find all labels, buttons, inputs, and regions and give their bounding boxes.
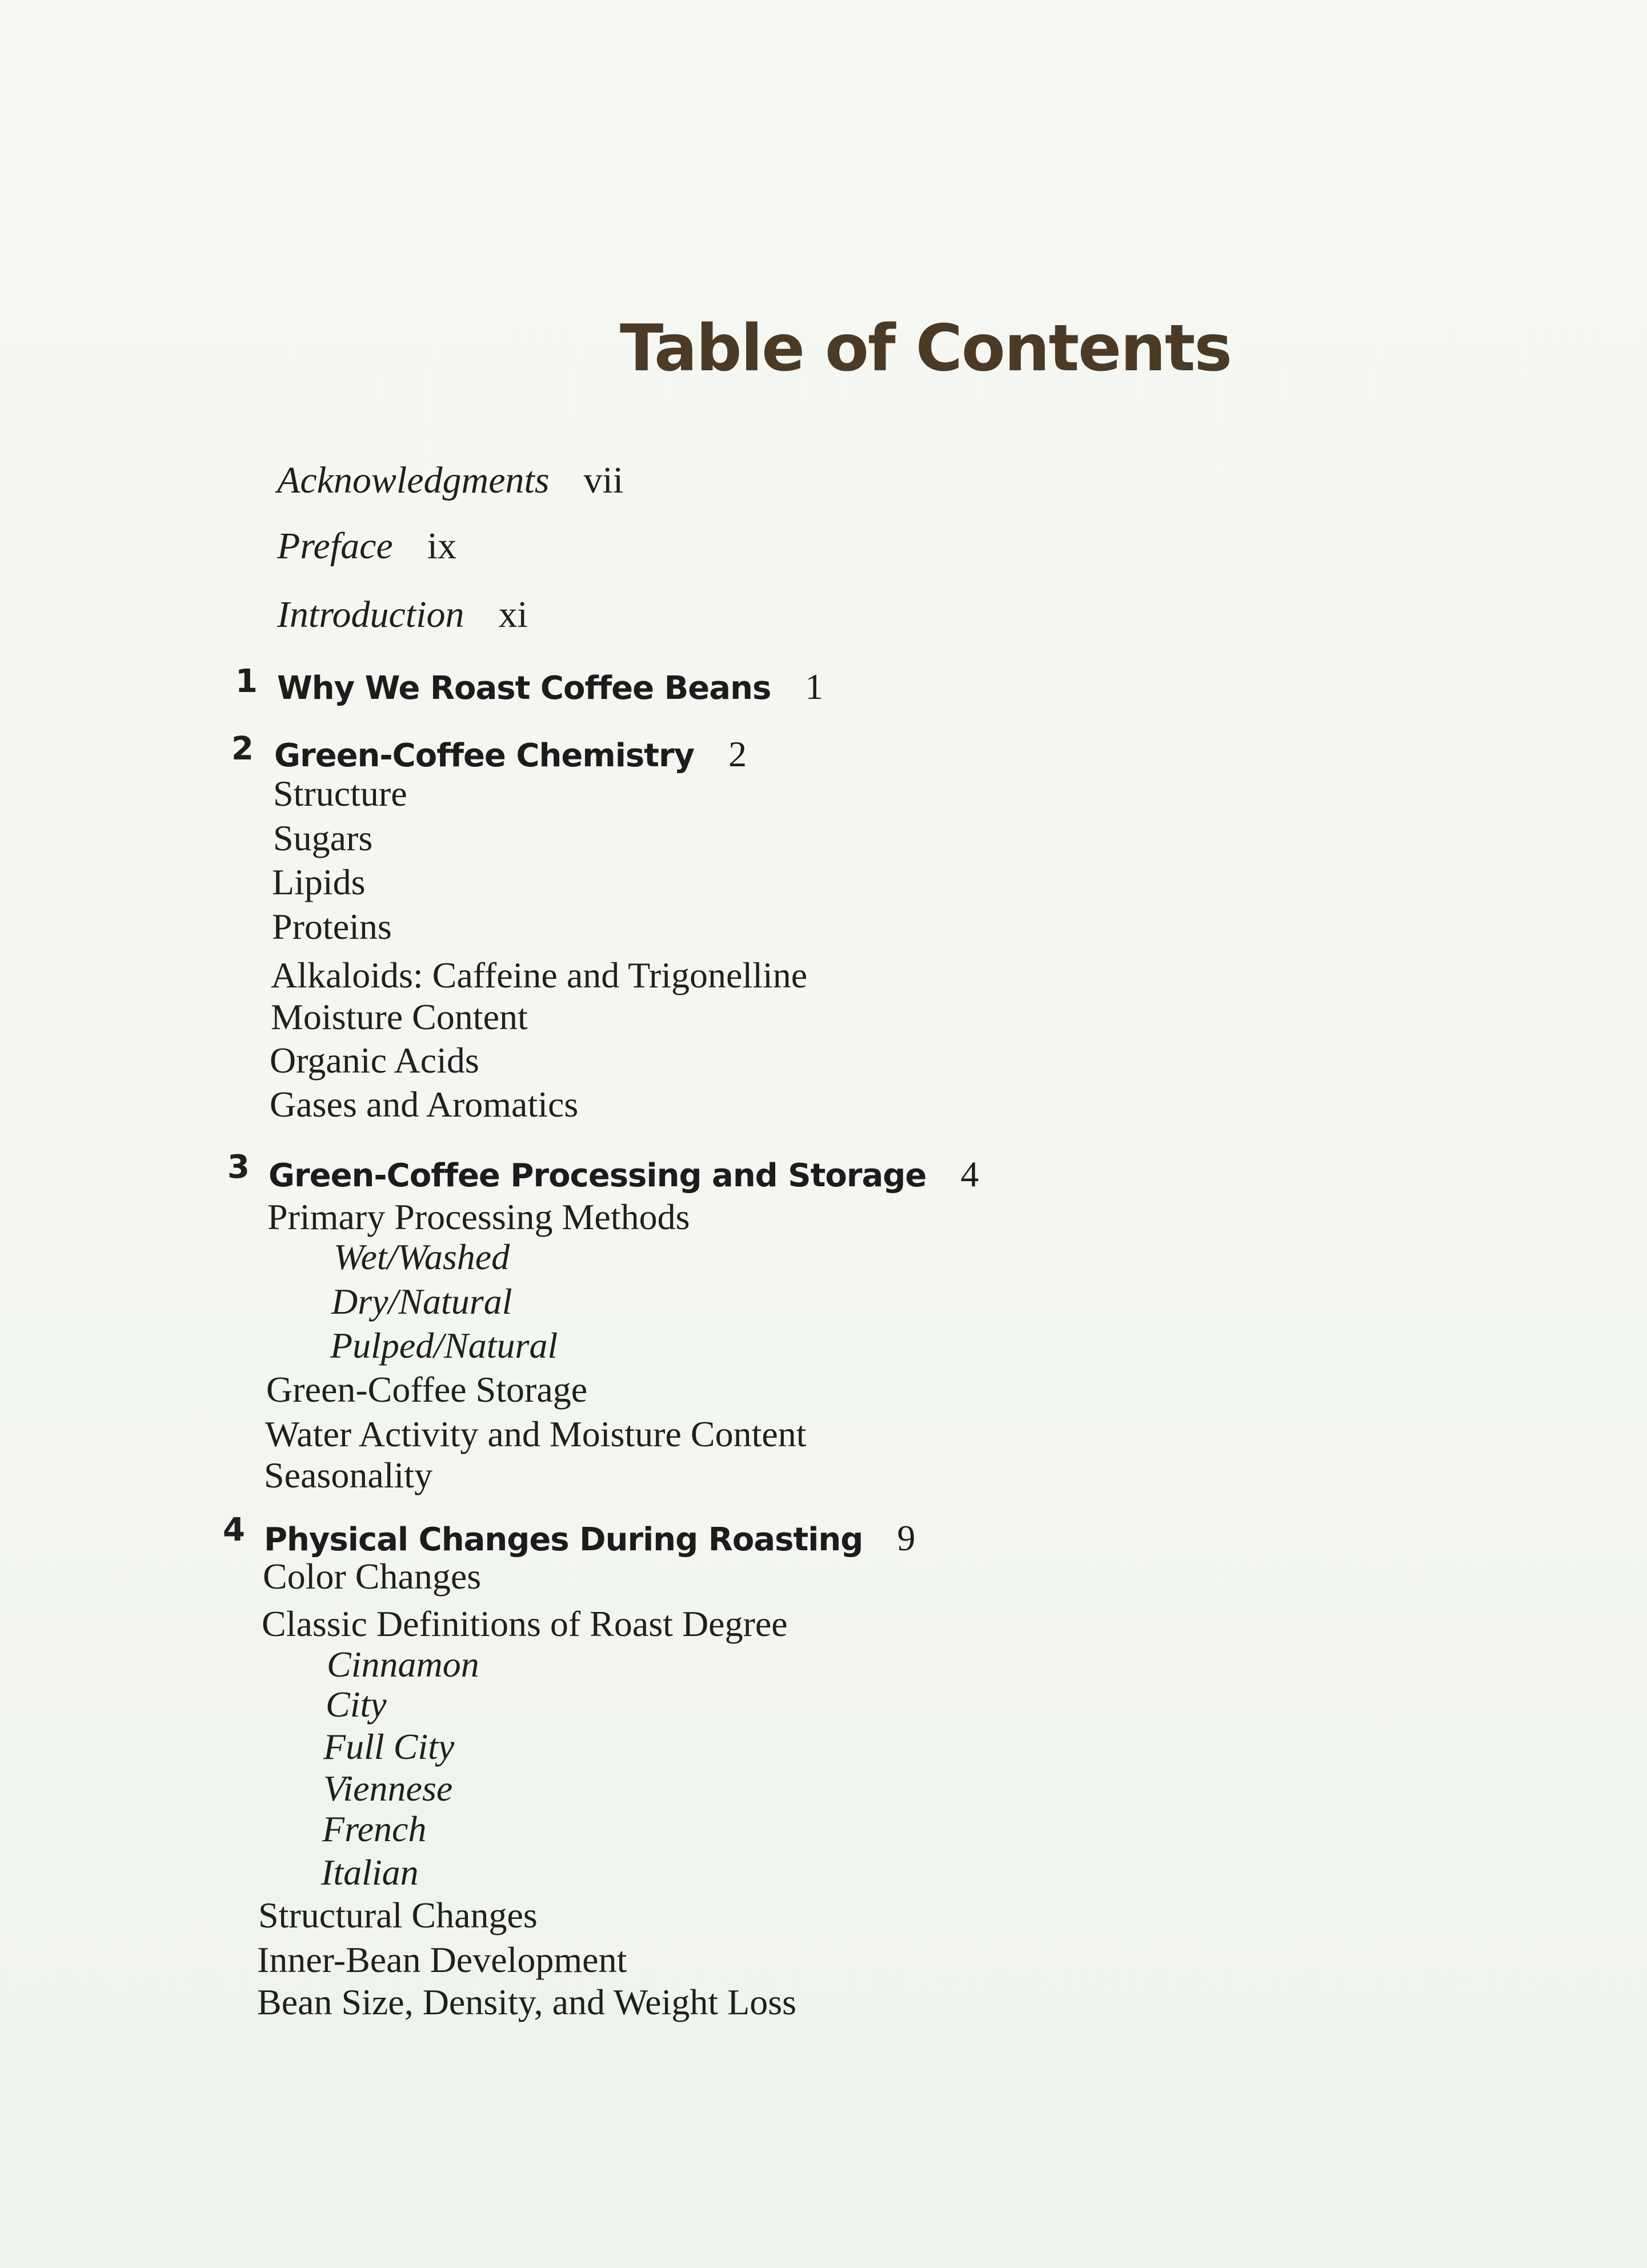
- subsection-entry: Viennese: [323, 1768, 453, 1809]
- chapter-page: 2: [728, 734, 747, 774]
- subsection-entry: Dry/Natural: [331, 1281, 512, 1322]
- chapter-page: 4: [960, 1154, 979, 1194]
- chapter-title: [274, 733, 747, 775]
- chapter-number: 3: [227, 1149, 250, 1186]
- section-entry: Moisture Content: [271, 997, 528, 1037]
- entry-label: Preface: [277, 525, 393, 567]
- chapter-number: 1: [235, 663, 258, 700]
- toc-entry-preface: [277, 527, 456, 565]
- section-entry: Seasonality: [264, 1455, 433, 1495]
- chapter-title-text: Why We Roast Coffee Beans: [277, 670, 771, 707]
- chapter-title-text: Physical Changes During Roasting: [264, 1521, 863, 1558]
- section-entry: Color Changes: [263, 1556, 482, 1597]
- toc-entry-acknowledgments: [277, 459, 624, 501]
- chapter-page: 9: [897, 1518, 916, 1558]
- chapter-title-text: Green-Coffee Chemistry: [274, 737, 695, 774]
- chapter-title-text: Green-Coffee Processing and Storage: [269, 1157, 927, 1194]
- chapter-title: [277, 666, 823, 708]
- section-entry: Organic Acids: [270, 1040, 479, 1081]
- section-entry: Proteins: [272, 906, 392, 947]
- entry-page: xi: [498, 594, 528, 635]
- section-entry: Structural Changes: [258, 1895, 538, 1935]
- subsection-entry: Cinnamon: [327, 1644, 479, 1685]
- section-entry: Alkaloids: Caffeine and Trigonelline: [271, 955, 808, 995]
- section-entry: Primary Processing Methods: [267, 1197, 690, 1237]
- section-entry: Gases and Aromatics: [270, 1084, 579, 1125]
- section-entry: Water Activity and Moisture Content: [265, 1414, 807, 1454]
- chapter-page: 1: [805, 666, 824, 707]
- entry-page: vii: [583, 459, 624, 501]
- section-entry: Classic Definitions of Roast Degree: [262, 1603, 788, 1644]
- chapter-title: [269, 1153, 979, 1195]
- section-entry: Bean Size, Density, and Weight Loss: [257, 1982, 797, 2022]
- entry-label: Introduction: [277, 594, 464, 635]
- section-entry: Sugars: [273, 818, 373, 858]
- subsection-entry: City: [326, 1684, 387, 1725]
- toc-entry-introduction: [277, 596, 528, 634]
- page-title: Table of Contents: [620, 311, 1232, 386]
- subsection-entry: Italian: [321, 1852, 419, 1893]
- section-entry: Lipids: [272, 862, 366, 902]
- subsection-entry: Pulped/Natural: [330, 1325, 558, 1366]
- chapter-number: 2: [231, 730, 254, 767]
- section-entry: Inner-Bean Development: [257, 1939, 627, 1980]
- section-entry: Structure: [273, 773, 407, 814]
- entry-label: Acknowledgments: [277, 459, 550, 501]
- section-entry: Green-Coffee Storage: [266, 1369, 588, 1410]
- subsection-entry: Wet/Washed: [334, 1237, 510, 1277]
- chapter-title: [264, 1517, 915, 1559]
- subsection-entry: French: [322, 1809, 427, 1849]
- entry-page: ix: [427, 525, 457, 567]
- subsection-entry: Full City: [323, 1726, 455, 1767]
- chapter-number: 4: [223, 1511, 245, 1549]
